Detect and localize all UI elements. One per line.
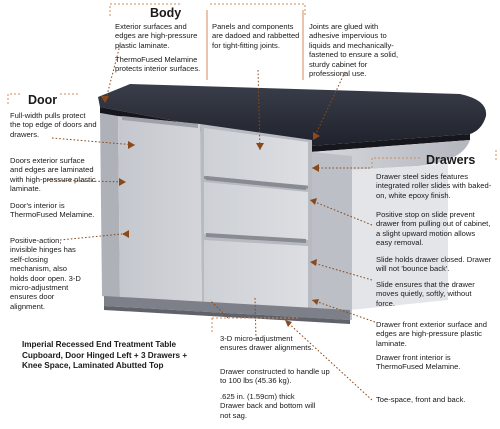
body-exterior-note: Exterior surfaces and edges are high-pressure plastic laminate.	[115, 22, 198, 50]
body-joints-note: Joints are glued with adhesive impervious to liquids and mechanically-fastened to ensure a solid, sturdy cabinet for professional use.	[309, 22, 399, 79]
drawer-3	[204, 240, 308, 308]
drawer-2	[204, 182, 308, 240]
micro-adjust-note: 3-D micro-adjustment ensures drawer alignments.	[220, 334, 314, 353]
drawer-toe-note: Toe-space, front and back.	[376, 395, 466, 404]
door-pulls-note: Full-width pulls protect the top edge of doors and drawers.	[10, 111, 97, 139]
drawers-header: Drawers	[426, 153, 476, 167]
door-hinges-note: Positive-action, invisible hinges has self-closing mechanism, also holds door open. 3-D micro-adjustment ensures door alignment.	[10, 236, 81, 311]
knee-leg	[312, 152, 352, 320]
left-end-panel	[100, 113, 120, 300]
door-interior-note: Door's interior is ThermoFused Melamine.	[10, 201, 95, 220]
body-panels-note: Panels and components are dadoed and rabbetted for tight-fitting joints.	[212, 22, 300, 50]
drawer-quiet-note: Slide ensures that the drawer moves quietly, softly, without force.	[376, 280, 475, 308]
drawer-stop-note: Positive stop on slide prevent drawer from pulling out of cabinet, a slight upward motion allows easy removal.	[376, 210, 491, 248]
drawer-back-note: .625 in. (1.59cm) thick Drawer back and bottom will not sag.	[220, 392, 316, 420]
body-thermofused-note: ThermoFused Melamine protects interior surfaces.	[115, 55, 201, 74]
product-caption: Imperial Recessed End Treatment Table Cupboard, Door Hinged Left + 3 Drawers + Knee Space, Laminated Abutted Top	[22, 340, 188, 371]
drawer-capacity-note: Drawer constructed to handle up to 100 lbs (45.36 kg).	[220, 367, 330, 386]
door-header: Door	[28, 93, 58, 107]
drawer-interior-note: Drawer front interior is ThermoFused Melamine.	[376, 353, 461, 372]
body-header: Body	[150, 6, 182, 20]
drawer-front-note: Drawer front exterior surface and edges are high-pressure plastic laminate.	[376, 320, 487, 348]
drawer-sides-note: Drawer steel sides features integrated roller slides with baked-on, white epoxy finish.	[376, 172, 492, 200]
drawer-hold-note: Slide holds drawer closed. Drawer will not 'bounce back'.	[376, 255, 492, 274]
door-exterior-note: Doors exterior surface and edges are laminated with high-pressure plastic laminate.	[10, 156, 96, 194]
